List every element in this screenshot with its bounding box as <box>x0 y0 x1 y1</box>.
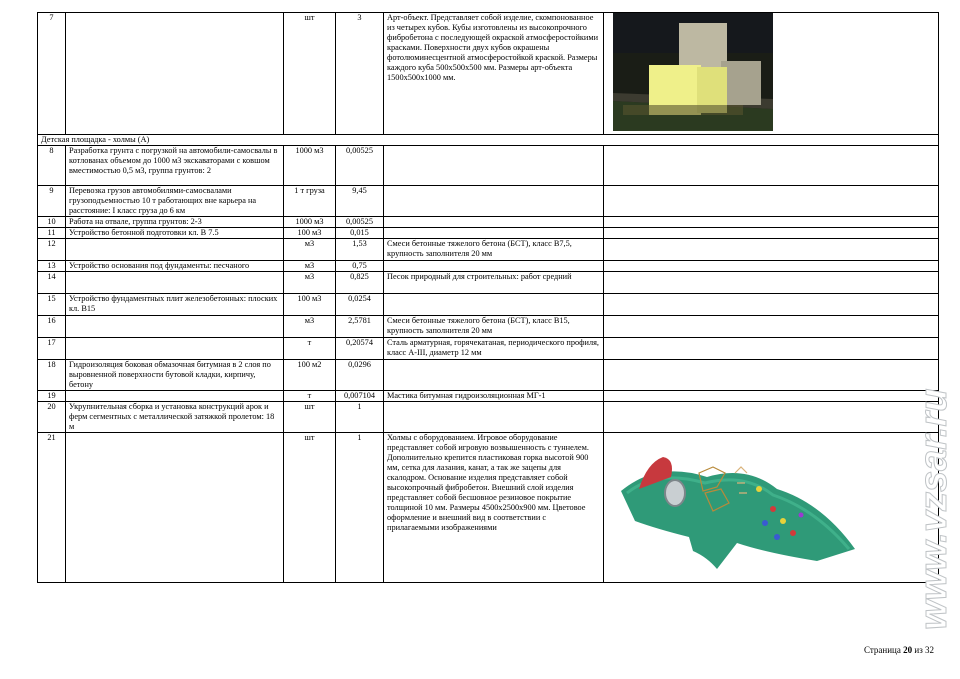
quantity: 1 <box>336 402 384 433</box>
quantity: 0,015 <box>336 228 384 239</box>
description: Смеси бетонные тяжелого бетона (БСТ), класс В7,5, крупность заполнителя 20 мм <box>384 239 604 261</box>
row-number: 21 <box>38 433 66 583</box>
work-name: Укрупнительная сборка и установка конструкций арок и ферм сегментных с металлической затяжкой пролетом: 18 м <box>66 402 284 433</box>
table-row <box>38 186 939 217</box>
art-object-image-cell <box>604 13 939 135</box>
row-number: 19 <box>38 391 66 402</box>
work-name: Работа на отвале, группа грунтов: 2-3 <box>66 217 284 228</box>
work-name: Перевозка грузов автомобилями-самосвалами грузоподъемностью 10 т работающих вне карьера на расстояние: I класс груза до 6 км <box>66 186 284 217</box>
quantity: 2,5781 <box>336 316 384 338</box>
table-row <box>38 217 939 228</box>
work-name: Устройство фундаментных плит железобетонных: плоских кл. В15 <box>66 294 284 316</box>
row-number: 7 <box>38 13 66 135</box>
image-cell <box>604 338 939 360</box>
unit: шт <box>284 402 336 433</box>
row-number: 18 <box>38 360 66 391</box>
table-row <box>38 316 939 338</box>
unit: м3 <box>284 261 336 272</box>
quantity: 1,53 <box>336 239 384 261</box>
row-number: 20 <box>38 402 66 433</box>
work-name <box>66 338 284 360</box>
unit: 1 т груза <box>284 186 336 217</box>
quantity: 1 <box>336 433 384 583</box>
description: Смеси бетонные тяжелого бетона (БСТ), класс В15, крупность заполнителя 20 мм <box>384 316 604 338</box>
work-name: Устройство основания под фундаменты: песчаного <box>66 261 284 272</box>
table-row <box>38 433 939 583</box>
hills-image-cell <box>604 433 939 583</box>
art-object-photo <box>613 13 773 131</box>
unit: м3 <box>284 316 336 338</box>
table-row <box>38 239 939 261</box>
unit: шт <box>284 13 336 135</box>
table-row <box>38 272 939 294</box>
description: Песок природный для строительных: работ средний <box>384 272 604 294</box>
row-number: 8 <box>38 146 66 186</box>
page-current: 20 <box>903 645 913 655</box>
quantity: 0,00525 <box>336 146 384 186</box>
quantity: 9,45 <box>336 186 384 217</box>
description: Мастика битумная гидроизоляционная МГ-1 <box>384 391 604 402</box>
description: Сталь арматурная, горячекатаная, периодического профиля, класс А-III, диаметр 12 мм <box>384 338 604 360</box>
table-row <box>38 294 939 316</box>
unit: м3 <box>284 272 336 294</box>
playground-hills-illustration <box>617 433 857 569</box>
quantity: 0,825 <box>336 272 384 294</box>
work-name: Гидроизоляция боковая обмазочная битумная в 2 слоя по выровненной поверхности бутовой кладки, кирпичу, бетону <box>66 360 284 391</box>
row-number: 10 <box>38 217 66 228</box>
description <box>384 146 604 186</box>
table-row <box>38 338 939 360</box>
quantity: 0,00525 <box>336 217 384 228</box>
quantity: 3 <box>336 13 384 135</box>
section-title: Детская площадка - холмы (А) <box>38 135 939 146</box>
unit: 100 м3 <box>284 294 336 316</box>
unit: т <box>284 338 336 360</box>
description: Арт-объект. Представляет собой изделие, скомпонованное из четырех кубов. Кубы изготовлены из высокопрочного фибробетона с последующей окраской атмосферостойкими красками. Поверхности двух кубов окрашены фотолюминесцентной атмосферостойкой краской. Размеры каждого куба 500х500х500 мм. Размеры арт-объекта 1500х500х1000 мм. <box>384 13 604 135</box>
image-cell <box>604 146 939 186</box>
section-row <box>38 135 939 146</box>
unit: м3 <box>284 239 336 261</box>
image-cell <box>604 186 939 217</box>
unit: 1000 м3 <box>284 146 336 186</box>
description <box>384 186 604 217</box>
image-cell <box>604 402 939 433</box>
table-row <box>38 13 939 135</box>
row-number: 13 <box>38 261 66 272</box>
footer-prefix: Страница <box>864 645 904 655</box>
row-number: 14 <box>38 272 66 294</box>
unit: 1000 м3 <box>284 217 336 228</box>
work-name <box>66 433 284 583</box>
work-name <box>66 316 284 338</box>
table-row <box>38 402 939 433</box>
unit: 100 м2 <box>284 360 336 391</box>
row-number: 11 <box>38 228 66 239</box>
unit: 100 м3 <box>284 228 336 239</box>
footer-separator: из <box>912 645 925 655</box>
page-total: 32 <box>925 645 934 655</box>
row-number: 17 <box>38 338 66 360</box>
row-number: 15 <box>38 294 66 316</box>
quantity: 0,0254 <box>336 294 384 316</box>
description <box>384 217 604 228</box>
description: Холмы с оборудованием. Игровое оборудование представляет собой игровую возвышенность с туннелем. Дополнительно крепится пластиковая горка высотой 900 мм, сетка для лазания, канат, а так же зацепы для скалодром. Основание изделия представляет собой высокопрочный фибробетон. Внешний слой изделия представляет собой бесшовное резиновое покрытие толщиной 10 мм. Размеры 4500х2500х900 мм. Цветовое оформление и внешний вид в соответствии с прилагаемыми изображениями <box>384 433 604 583</box>
image-cell <box>604 360 939 391</box>
quantity: 0,0296 <box>336 360 384 391</box>
image-cell <box>604 217 939 228</box>
quantity: 0,20574 <box>336 338 384 360</box>
work-name <box>66 13 284 135</box>
image-cell <box>604 391 939 402</box>
table-row <box>38 228 939 239</box>
unit: т <box>284 391 336 402</box>
work-name <box>66 272 284 294</box>
quantity: 0,007104 <box>336 391 384 402</box>
work-name <box>66 391 284 402</box>
unit: шт <box>284 433 336 583</box>
row-number: 9 <box>38 186 66 217</box>
watermark <box>902 334 960 634</box>
row-number: 12 <box>38 239 66 261</box>
work-name <box>66 239 284 261</box>
work-name: Устройство бетонной подготовки кл. В 7.5 <box>66 228 284 239</box>
description <box>384 261 604 272</box>
description <box>384 402 604 433</box>
description <box>384 294 604 316</box>
image-cell <box>604 272 939 294</box>
image-cell <box>604 294 939 316</box>
page-footer <box>864 645 934 655</box>
table-row <box>38 146 939 186</box>
specification-table <box>37 12 939 583</box>
image-cell <box>604 261 939 272</box>
table-row <box>38 391 939 402</box>
table-row <box>38 360 939 391</box>
table-row <box>38 261 939 272</box>
quantity: 0,75 <box>336 261 384 272</box>
watermark-text: www.vzsar.ru <box>913 388 955 630</box>
image-cell <box>604 228 939 239</box>
work-name: Разработка грунта с погрузкой на автомобили-самосвалы в котлованах объемом до 1000 м3 экскаваторами с ковшом вместимостью 0,5 м3, группа грунтов: 2 <box>66 146 284 186</box>
image-cell <box>604 316 939 338</box>
description <box>384 228 604 239</box>
row-number: 16 <box>38 316 66 338</box>
image-cell <box>604 239 939 261</box>
description <box>384 360 604 391</box>
